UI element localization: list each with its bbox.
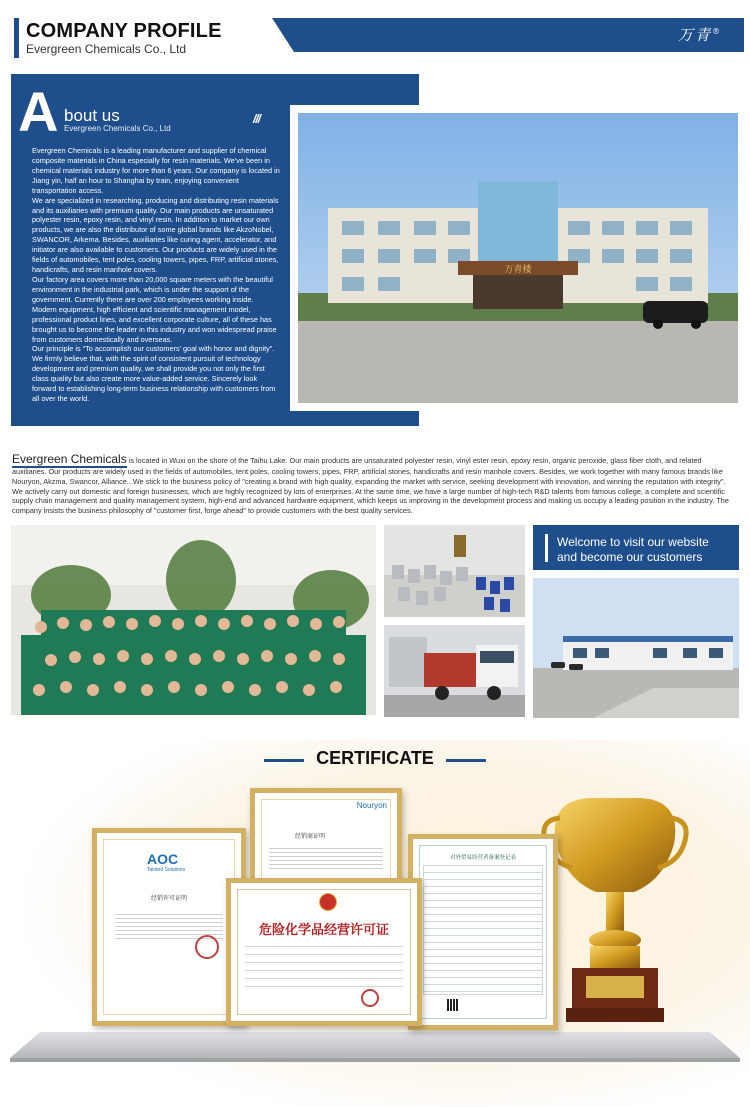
intro-text: is located in Wuxi on the shore of the Taihu Lake. Our main products are unsaturated polyester resin, vinyl ester resin, epoxy resin, organic peroxide, glass fiber cloth, and related auxiliaries. Our products are widely used in the fields of automobiles, tent poles, cooling towers, pipes, FRP, artificial stones, handicrafts and resin manhole covers. Besides, we work together with many famous brands like Nouryon, Akzma, Swancor, Alliance...We stick to the business policy of "creating a brand with high quality, expanding the market with service, seeking development with innovation, and winning the reputation with integrity". We actively carry out domestic and foreign businesses, which are highly recognized by lots of enterprises. At the same time, we have a large number of high-tech R&D talents from famous college, a complete and scientific supply chain management and quality management system, high-end and advanced hardware equipment, which keeps us improving in the development process and making us occupy a leading position in the industry. The company insists the business philosophy of "customer first, forge ahead" to provide customers with the best quality services. [12,456,729,516]
trade-record-table [423,865,543,995]
title-line-right [446,759,486,762]
page-subtitle: Evergreen Chemicals Co., Ltd [26,42,187,56]
factory-photo [533,578,739,718]
slash-decoration: /// [253,112,261,126]
aoc-logo: AOC [147,851,179,867]
company-intro [12,451,738,516]
brand-logo-text: 万青 [677,26,712,44]
about-paragraph: Our factory area covers more than 20,000 square meters with the beautiful environment in the industrial park, which is under the support of the government. Currently there are over 200 employees working inside. Modern equipment, high efficient and scientific management model, professional product lines, and excellent corporate culture, all of these has brought us to become the leader in this industry and won widespread praise from customers domestically and overseas. [32,274,277,344]
aoc-heading: 经销许可证明 [150,896,187,902]
building-sign: 万青楼 [504,265,532,275]
welcome-banner [533,525,739,570]
company-building-photo [298,113,738,403]
aoc-certificate [92,828,246,1026]
brand-logo [678,24,722,45]
nouryon-heading: 经销商证明 [295,834,326,840]
factory-illustration [533,578,739,718]
license-title: 危险化学品经营许可证 [258,923,389,938]
about-description [32,146,280,404]
welcome-accent-bar [545,534,548,562]
hazardous-chemical-license [226,878,422,1026]
qr-code [447,999,459,1011]
header-band [272,18,744,52]
warehouse-illustration [384,525,525,617]
about-paragraph: Our principle is “To accomplish our customers’ goal with honor and dignity”. We firmly believe that, with the spirit of consistent pursuit of technology development and premium quality, we shall provide you not only the first class quality but also create more value-added service. Sincerely look forward to establishing long-term business relationship with customers from all over the world. [32,344,276,404]
page-title: COMPANY PROFILE [26,20,222,42]
truck-photo [384,625,525,717]
about-big-letter: A [18,80,59,143]
national-emblem [319,893,337,911]
nouryon-body-lines [269,845,383,869]
trade-record-certificate [408,834,558,1030]
nouryon-logo: Nouryon [356,801,387,810]
building-illustration [298,113,738,403]
red-seal [195,935,219,959]
certificate-title: CERTIFICATE [316,748,434,768]
welcome-line-2: and become our customers [557,550,703,564]
license-body-lines [245,939,403,989]
about-paragraph: We are specialized in researching, producing and distributing resin materials and its auxiliaries with premium quality. Our main products are unsaturated polyester resin, epoxy resin, and vinyl resin. In addition to market our own products, we are also the distributor of some global brands like AkzoNobel, SWANCOR, Arkema. Besides, auxiliaries like curing agent, accelerator, and initiator are also available to customers. Our products are widely used in the fields of automobiles, tent poles, cooling towers, pipes, FRP, artificial stones, handicrafts, and resin manhole covers. [32,195,279,275]
truck-illustration [384,625,525,717]
registered-mark: ® [712,27,722,36]
header-accent-bar [14,18,19,58]
about-company-name: Evergreen Chemicals Co., Ltd [64,124,171,133]
team-illustration [11,525,376,715]
intro-company-name: Evergreen Chemicals [12,452,127,466]
welcome-line-1: Welcome to visit our website [557,535,709,549]
about-heading: bout us [64,106,120,125]
team-photo [11,525,376,715]
license-seal [361,989,379,1007]
about-paragraph: Evergreen Chemicals is a leading manufacturer and supplier of chemical composite materials in China especially for resin materials. We’ve been in chemical materials industry for more than 6 years. Our company is located in Jiang yin, half an hour to Shanghai by train, enjoying convenient transportation access. [32,146,280,195]
trade-record-heading: 对外贸易经营者备案登记表 [449,855,516,861]
warehouse-photo [384,525,525,617]
aoc-logo-sub: Tainted Solutions [147,867,186,873]
